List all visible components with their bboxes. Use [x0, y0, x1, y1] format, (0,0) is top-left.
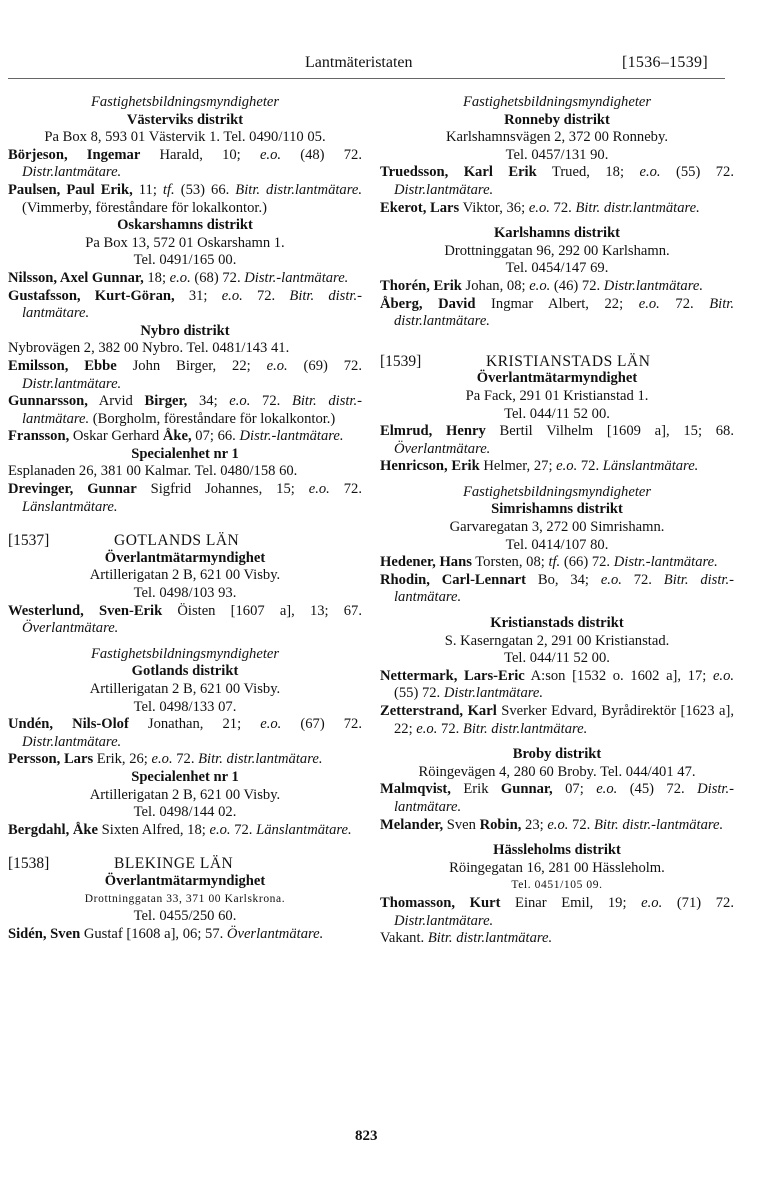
- person-name: Thorén, Erik: [380, 277, 462, 294]
- district-tel: Tel. 044/11 52 00.: [504, 405, 610, 422]
- entry-eo: e.o.: [209, 821, 231, 838]
- entry-text: (Borgholm, föreståndare för lokalkontor.): [89, 410, 336, 427]
- entry-text: (45) 72.: [617, 781, 698, 798]
- entry-eo: e.o.: [639, 164, 661, 181]
- person-name: Undén, Nils-Olof: [8, 716, 129, 733]
- person-name: Elmrud, Henry: [380, 423, 486, 440]
- entry-text: Helmer, 27;: [479, 458, 557, 475]
- person-entry: [8, 428, 362, 446]
- entry-text: Johan, 08;: [461, 277, 530, 294]
- entry-text: (67) 72.: [281, 716, 363, 733]
- entry-text: Erik: [450, 781, 501, 798]
- entry-title: Bitr. distr.lantmätare.: [198, 751, 323, 768]
- district-tel: Tel. 0414/107 80.: [505, 536, 609, 553]
- district-tel: Tel. 0498/144 02.: [133, 804, 237, 821]
- entry-text: 72.: [172, 751, 199, 768]
- county-name: BLEKINGE LÄN: [114, 855, 234, 873]
- page-number: 823: [355, 1128, 378, 1144]
- entry-title: Överlantmätare.: [226, 925, 324, 942]
- entry-text: Sverker Edvard, Byrådirektör [1623 a], 22;: [394, 703, 734, 737]
- district-tel: Tel. 0454/147 69.: [505, 260, 609, 277]
- district-tel: Tel. 0491/165 00.: [133, 252, 237, 269]
- entry-text: Trued, 18;: [536, 164, 640, 181]
- person-entry: [8, 147, 362, 182]
- entry-text: Bo, 34;: [526, 571, 601, 588]
- entry-text: John Birger, 22;: [116, 357, 267, 374]
- entry-tf: tf.: [162, 181, 175, 198]
- entry-text: 18;: [143, 269, 170, 286]
- entry-text: 11;: [132, 181, 163, 198]
- entry-text: Viktor, 36;: [459, 199, 529, 216]
- entry-text: (53) 66.: [174, 181, 236, 198]
- entry-text: 72.: [577, 458, 603, 475]
- person-name: Malmqvist,: [380, 781, 451, 798]
- entry-text: Sven: [443, 816, 480, 833]
- entry-text: 72.: [242, 287, 290, 304]
- vacancy-entry: [380, 930, 734, 948]
- entry-eo: e.o.: [308, 481, 330, 498]
- section-label: Fastighetsbildningsmyndigheter: [462, 483, 652, 500]
- person-entry: [380, 554, 734, 572]
- district-address: Garvaregatan 3, 272 00 Simrishamn.: [449, 519, 665, 536]
- district-tel: Tel. 0451/105 09.: [511, 879, 603, 892]
- person-name: Fransson,: [8, 428, 70, 445]
- district-heading: Gotlands distrikt: [131, 663, 239, 680]
- entry-eo: e.o.: [259, 146, 282, 163]
- entry-text: Sixten Alfred, 18;: [98, 821, 210, 838]
- person-name: Sidén, Sven: [8, 925, 81, 942]
- entry-eo: e.o.: [641, 894, 663, 911]
- entry-eo: e.o.: [260, 716, 282, 733]
- entry-text: Oskar Gerhard: [69, 428, 163, 445]
- right-column: [380, 94, 734, 948]
- section-number: [1537]: [8, 532, 50, 550]
- person-entry: [380, 817, 734, 835]
- entry-eo: e.o.: [712, 667, 735, 684]
- district-address: Pa Box 13, 572 01 Oskarshamn 1.: [85, 234, 285, 251]
- district-address: Drottninggatan 33, 371 00 Karlskrona.: [84, 892, 286, 905]
- section-label: Fastighetsbildningsmyndigheter: [90, 645, 280, 662]
- district-address: Artillerigatan 2 B, 621 00 Visby.: [89, 681, 281, 697]
- district-address: Pa Box 8, 593 01 Västervik 1. Tel. 0490/110 05.: [44, 129, 326, 146]
- person-entry: [8, 288, 362, 323]
- running-header-title: Lantmäteristaten: [305, 54, 413, 71]
- district-heading: Broby distrikt: [512, 746, 602, 763]
- person-name: Zetterstrand, Karl: [380, 703, 497, 719]
- district-address: Röingegatan 16, 281 00 Hässleholm.: [449, 859, 665, 876]
- district-heading: Nybro distrikt: [140, 322, 230, 339]
- entry-eo: e.o.: [528, 199, 550, 216]
- person-entry: [8, 270, 362, 288]
- section-label: Fastighetsbildningsmyndigheter: [90, 94, 280, 110]
- person-entry: [8, 822, 362, 840]
- person-name: Thomasson, Kurt: [380, 894, 501, 911]
- person-entry: [380, 572, 734, 607]
- person-name: Åberg, David: [380, 295, 476, 312]
- entry-text: Erik, 26;: [93, 751, 152, 768]
- entry-eo: e.o.: [169, 269, 191, 286]
- district-tel: Tel. 0455/250 60.: [133, 908, 237, 925]
- entry-text: Bertil Vilhelm [1609 a], 15; 68.: [485, 423, 734, 440]
- county-heading: [8, 532, 362, 550]
- entry-eo: e.o.: [416, 720, 438, 737]
- entry-title: Länslantmätare.: [22, 498, 118, 515]
- entry-title: Bitr. distr.lantmätare.: [394, 295, 734, 330]
- entry-eo: e.o.: [547, 816, 569, 833]
- entry-text: 34;: [187, 393, 230, 410]
- person-entry: [8, 751, 362, 769]
- entry-eo: e.o.: [638, 295, 660, 312]
- district-heading: Västerviks distrikt: [126, 111, 244, 128]
- entry-text: Jonathan, 21;: [128, 716, 261, 733]
- entry-title: Distr.-lantmätare.: [244, 269, 349, 286]
- person-name: Truedsson, Karl Erik: [380, 164, 537, 181]
- district-heading: Kristianstads distrikt: [490, 615, 624, 632]
- authority-heading: Överlantmätarmyndighet: [104, 872, 266, 889]
- entry-eo: e.o.: [556, 458, 578, 475]
- entry-text: 72.: [621, 571, 664, 588]
- person-entry: [8, 926, 362, 944]
- entry-text: 72.: [437, 720, 463, 737]
- entry-text: A:son [1532 o. 1602 a], 17;: [524, 667, 713, 684]
- district-address: S. Kaserngatan 2, 291 00 Kristianstad.: [444, 632, 670, 649]
- district-tel: Tel. 044/11 52 00.: [504, 650, 610, 667]
- entry-title: Bitr. distr.-lantmätare.: [22, 287, 362, 322]
- entry-title: Distr.lantmätare.: [394, 181, 494, 198]
- person-name: Emilsson, Ebbe: [8, 357, 117, 374]
- district-heading: Specialenhet nr 1: [131, 768, 239, 785]
- entry-title: Distr.-lantmätare.: [239, 428, 344, 445]
- entry-text: Sigfrid Johannes, 15;: [136, 481, 309, 498]
- district-heading: Simrishamns distrikt: [491, 501, 623, 518]
- district-address: Artillerigatan 2 B, 621 00 Visby.: [89, 786, 281, 803]
- person-entry: [380, 164, 734, 199]
- entry-text: Öisten [1607 a], 13; 67.: [162, 602, 362, 619]
- entry-text: (46) 72.: [550, 277, 604, 294]
- district-address: Nybrovägen 2, 382 00 Nybro. Tel. 0481/143 41.: [8, 340, 290, 357]
- person-entry: [380, 895, 734, 930]
- entry-title: Distr.lantmätare.: [394, 912, 494, 929]
- person-entry: [380, 278, 734, 296]
- person-name: Henricson, Erik: [380, 458, 480, 475]
- person-name: Börjeson, Ingemar: [8, 146, 141, 163]
- entry-title: Distr.lantmätare.: [603, 277, 703, 294]
- person-name-part: Åke,: [162, 428, 192, 445]
- entry-text: Arvid: [87, 393, 145, 410]
- entry-text: 72.: [250, 393, 292, 410]
- district-tel: Tel. 0498/103 93.: [133, 585, 237, 602]
- section-label: Fastighetsbildningsmyndigheter: [462, 94, 652, 110]
- entry-text: Torsten, 08;: [471, 554, 549, 571]
- entry-title: Bitr. distr.-lantmätare.: [593, 816, 724, 833]
- entry-text: Einar Emil, 19;: [500, 894, 642, 911]
- entry-title: Bitr. distr.-lantmätare.: [22, 393, 363, 427]
- entry-title: Bitr. distr.-lantmätare.: [394, 571, 734, 606]
- entry-title: Distr.lantmätare.: [22, 164, 122, 181]
- entry-text: Gustaf [1608 a], 06; 57.: [80, 925, 227, 942]
- person-name: Melander,: [380, 816, 444, 833]
- entry-eo: e.o.: [229, 393, 251, 410]
- entry-text: 07;: [552, 781, 597, 798]
- person-name: Paulsen, Paul Erik,: [8, 181, 133, 198]
- section-number: [1538]: [8, 855, 50, 873]
- district-address: Röingevägen 4, 280 60 Broby. Tel. 044/401 47.: [418, 763, 696, 780]
- entry-text: (55) 72.: [394, 685, 444, 702]
- person-name-part: Gunnar,: [500, 781, 553, 798]
- left-column: [8, 94, 362, 943]
- person-entry: [380, 703, 734, 738]
- entry-text: 31;: [174, 287, 222, 304]
- entry-text: Ingmar Albert, 22;: [475, 295, 639, 312]
- entry-eo: e.o.: [221, 287, 243, 304]
- county-name: KRISTIANSTADS LÄN: [486, 352, 651, 370]
- entry-text: (66) 72.: [560, 554, 614, 571]
- person-entry: [8, 358, 362, 393]
- entry-text: (48) 72.: [281, 146, 362, 163]
- county-name: GOTLANDS LÄN: [114, 532, 240, 550]
- entry-text: (55) 72.: [660, 164, 735, 181]
- entry-text: Harald, 10;: [140, 146, 260, 163]
- person-name: Rhodin, Carl-Lennart: [380, 571, 527, 588]
- district-tel: Tel. 0457/131 90.: [505, 146, 609, 163]
- entry-title: Överlantmätare.: [394, 440, 491, 457]
- header-rule: [8, 78, 725, 79]
- entry-tf: tf.: [548, 554, 561, 571]
- district-heading: Specialenhet nr 1: [131, 445, 239, 462]
- entry-text: 72.: [549, 199, 576, 216]
- entry-title: Bitr. distr.lantmätare.: [427, 930, 553, 947]
- running-header-range: [1536–1539]: [622, 54, 708, 71]
- entry-text: 23;: [521, 816, 548, 833]
- entry-title: Distr.-lantmätare.: [394, 781, 734, 815]
- entry-title: Bitr. distr.lantmätare.: [462, 720, 588, 737]
- entry-text: 72.: [230, 821, 257, 838]
- entry-title: Distr.lantmätare.: [443, 685, 544, 702]
- entry-title: Distr.-lantmätare.: [613, 554, 718, 571]
- entry-title: Överlantmätare.: [22, 620, 119, 637]
- entry-eo: e.o.: [266, 357, 288, 374]
- person-entry: [8, 481, 362, 516]
- entry-title: Länslantmätare.: [602, 458, 699, 475]
- person-name-part: Birger,: [144, 393, 188, 410]
- entry-title: Länslantmätare.: [256, 821, 352, 838]
- entry-text: (69) 72.: [287, 357, 362, 374]
- person-name: Bergdahl, Åke: [8, 821, 98, 838]
- entry-eo: e.o.: [529, 277, 551, 294]
- person-entry: [380, 200, 734, 218]
- district-address: Artillerigatan 2 B, 621 00 Visby.: [89, 567, 281, 584]
- district-address: Karlshamnsvägen 2, 372 00 Ronneby.: [446, 129, 668, 146]
- person-entry: [380, 781, 734, 816]
- authority-heading: Överlantmätarmyndighet: [104, 549, 266, 566]
- person-name: Drevinger, Gunnar: [8, 481, 137, 498]
- person-name: Nettermark, Lars-Eric: [380, 667, 525, 684]
- county-heading: [8, 855, 362, 873]
- entry-text: 72.: [568, 816, 594, 833]
- district-address: Esplanaden 26, 381 00 Kalmar. Tel. 0480/158 60.: [8, 463, 298, 480]
- person-entry: [8, 716, 362, 751]
- district-heading: Karlshamns distrikt: [493, 225, 621, 242]
- district-address: Drottninggatan 96, 292 00 Karlshamn.: [444, 242, 670, 259]
- person-name: Westerlund, Sven-Erik: [8, 602, 163, 619]
- person-name: Nilsson, Axel Gunnar,: [8, 269, 144, 286]
- county-heading: [380, 353, 734, 371]
- person-entry: [8, 393, 362, 428]
- district-tel: Tel. 0498/133 07.: [133, 698, 237, 715]
- entry-eo: e.o.: [151, 751, 173, 768]
- entry-text: (Vimmerby, föreståndare för lokalkontor.): [22, 199, 267, 216]
- person-entry: [8, 182, 362, 217]
- district-heading: Hässleholms distrikt: [493, 842, 621, 859]
- district-heading: Oskarshamns distrikt: [117, 217, 253, 234]
- vacancy-label: Vakant.: [380, 930, 428, 947]
- entry-title: Bitr. distr.lantmätare.: [575, 199, 700, 216]
- entry-text: (71) 72.: [662, 894, 734, 911]
- entry-eo: e.o.: [600, 571, 622, 588]
- entry-text: 72.: [659, 295, 710, 312]
- person-name-part: Robin,: [479, 816, 522, 833]
- section-number: [1539]: [380, 352, 422, 370]
- entry-title: Bitr. distr.lantmätare.: [235, 181, 362, 198]
- person-entry: [8, 603, 362, 638]
- person-name: Hedener, Hans: [380, 554, 472, 571]
- entry-text: (68) 72.: [190, 269, 245, 286]
- entry-text: 72.: [329, 481, 363, 498]
- entry-title: Distr.lantmätare.: [22, 375, 122, 392]
- person-name: Gustafsson, Kurt-Göran,: [8, 287, 175, 304]
- person-name: Persson, Lars: [8, 751, 94, 768]
- person-entry: [380, 668, 734, 703]
- district-address: Pa Fack, 291 01 Kristianstad 1.: [465, 387, 649, 404]
- person-name: Gunnarsson,: [8, 393, 88, 410]
- district-heading: Ronneby distrikt: [504, 111, 610, 128]
- entry-title: Distr.lantmätare.: [22, 733, 122, 750]
- entry-text: 07; 66.: [191, 428, 240, 445]
- authority-heading: Överlantmätarmyndighet: [476, 370, 638, 387]
- entry-eo: e.o.: [596, 781, 618, 798]
- person-entry: [380, 458, 734, 476]
- person-entry: [380, 423, 734, 458]
- person-entry: [380, 296, 734, 331]
- person-name: Ekerot, Lars: [380, 199, 460, 216]
